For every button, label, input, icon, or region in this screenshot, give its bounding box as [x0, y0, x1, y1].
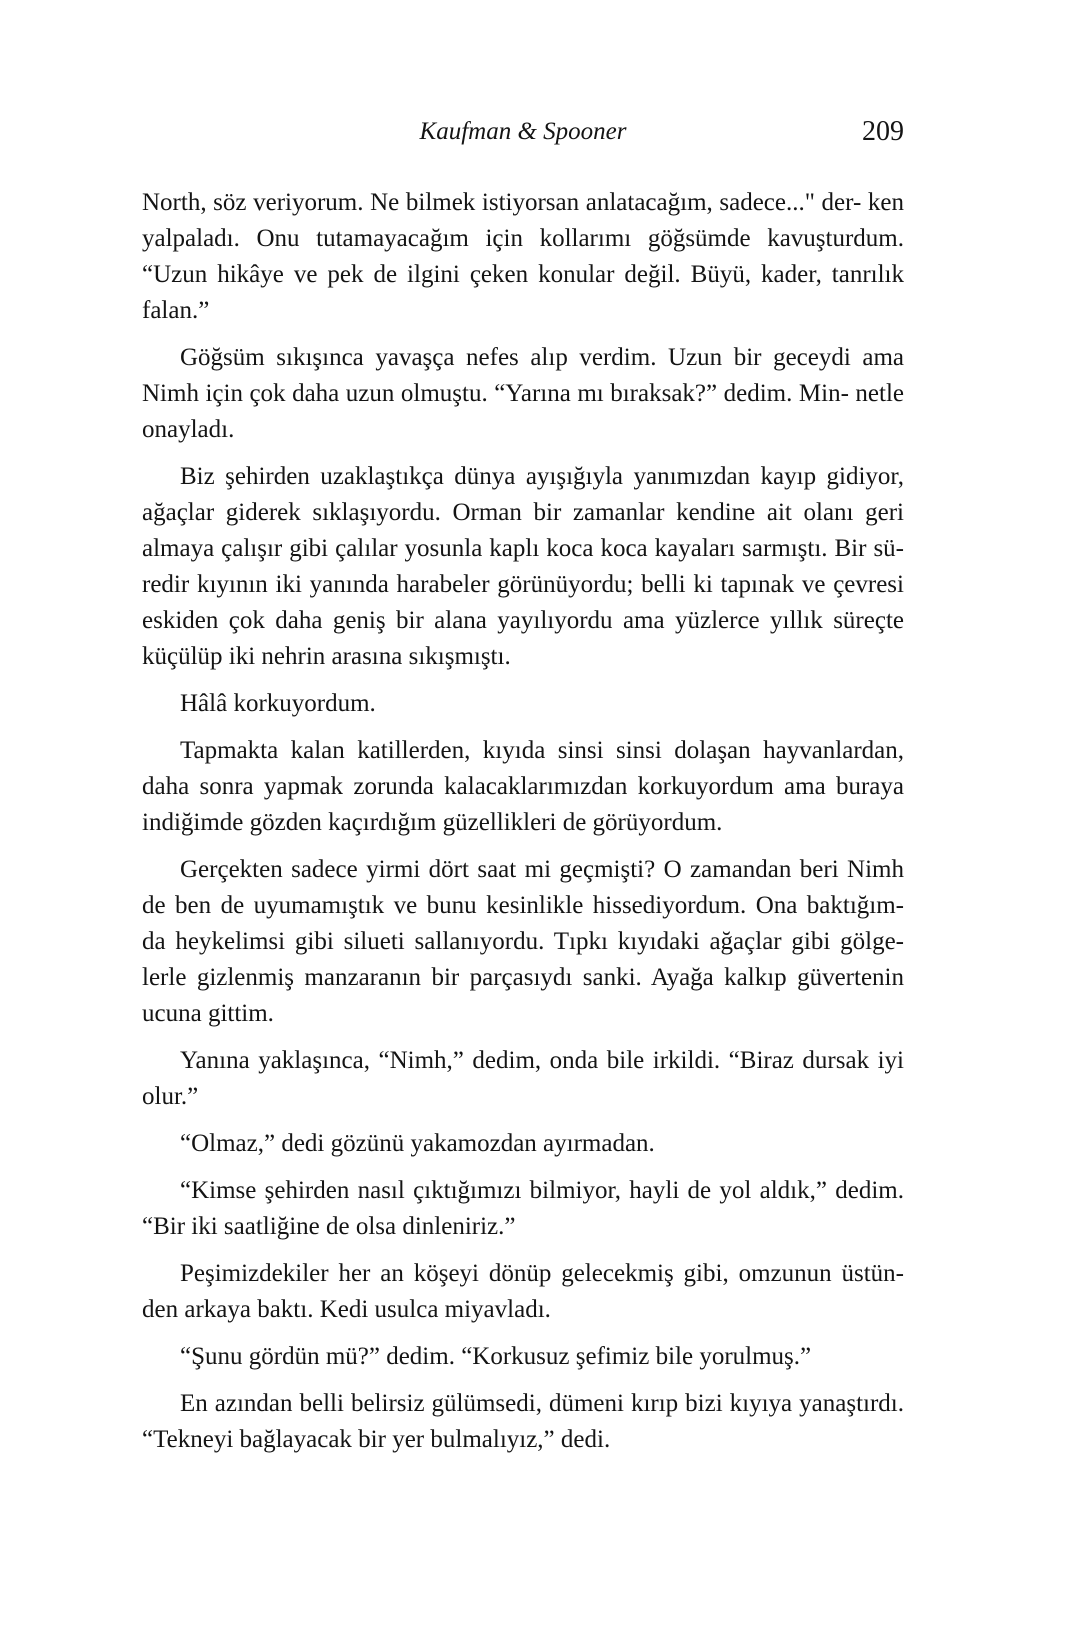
- paragraph: En azından belli belirsiz gülümsedi, dümeni kırıp bizi kıyıya yanaştırdı. “Tekneyi bağlayacak bir yer bulmalıyız,” dedi.: [142, 1390, 904, 1453]
- paragraph: Biz şehirden uzaklaştıkça dünya ayışığıyla yanımızdan kayıp gidiyor, ağaçlar giderek sıklaşıyordu. Orman bir zamanlar kendine ait olanı geri almaya çalışır gibi çalılar yosunla kaplı koca koca kayaları sarmıştı. Bir sü- redir kıyının iki yanında harabeler görünüyordu; belli ki tapınak ve çevresi eskiden çok daha geniş bir alana yayılıyordu ama yüzlerce yıllık süreçte küçülüp iki nehrin arasına sıkışmıştı.: [142, 463, 904, 670]
- paragraph: Göğsüm sıkışınca yavaşça nefes alıp verdim. Uzun bir geceydi ama Nimh için çok daha uzun olmuştu. “Yarına mı bıraksak?” dedim. Min- netle onayladı.: [142, 344, 904, 443]
- paragraph: Peşimizdekiler her an köşeyi dönüp gelecekmiş gibi, omzunun üstün- den arkaya baktı. Kedi usulca miyavladı.: [142, 1260, 904, 1323]
- paragraph: Tapmakta kalan katillerden, kıyıda sinsi sinsi dolaşan hayvanlardan, daha sonra yapmak zorunda kalacaklarımızdan korkuyordum ama buraya indiğimde gözden kaçırdığım güzellikleri de görüyordum.: [142, 737, 904, 836]
- running-header: [142, 112, 904, 152]
- paragraph: North, söz veriyorum. Ne bilmek istiyorsan anlatacağım, sadece..." der- ken yalpaladı. Onu tutamayacağım için kollarımı göğsümde kavuşturdum. “Uzun hikâye ve pek de ilgini çeken konular değil. Büyü, kader, tanrılık falan.”: [142, 189, 904, 324]
- paragraph: “Şunu gördün mü?” dedim. “Korkusuz şefimiz bile yorulmuş.”: [180, 1343, 812, 1370]
- paragraph: “Olmaz,” dedi gözünü yakamozdan ayırmadan.: [180, 1130, 655, 1157]
- book-title: Kaufman & Spooner: [419, 118, 627, 145]
- paragraph: Gerçekten sadece yirmi dört saat mi geçmişti? O zamandan beri Nimh de ben de uyumamıştık ve bunu kesinlikle hissediyordum. Ona baktığım- da heykelimsi gibi silueti sallanıyordu. Tıpkı kıyıdaki ağaçlar gibi gölge- lerle gizlenmiş manzaranın bir parçasıydı sanki. Ayağa kalkıp güvertenin ucuna gittim.: [142, 856, 904, 1027]
- paragraph: “Kimse şehirden nasıl çıktığımızı bilmiyor, hayli de yol aldık,” dedim. “Bir iki saatliğine de olsa dinleniriz.”: [142, 1177, 904, 1240]
- body-text: [142, 185, 904, 1469]
- paragraph: Hâlâ korkuyordum.: [180, 690, 376, 717]
- paragraph: Yanına yaklaşınca, “Nimh,” dedim, onda bile irkildi. “Biraz dursak iyi olur.”: [142, 1047, 904, 1110]
- page-number: 209: [862, 116, 904, 147]
